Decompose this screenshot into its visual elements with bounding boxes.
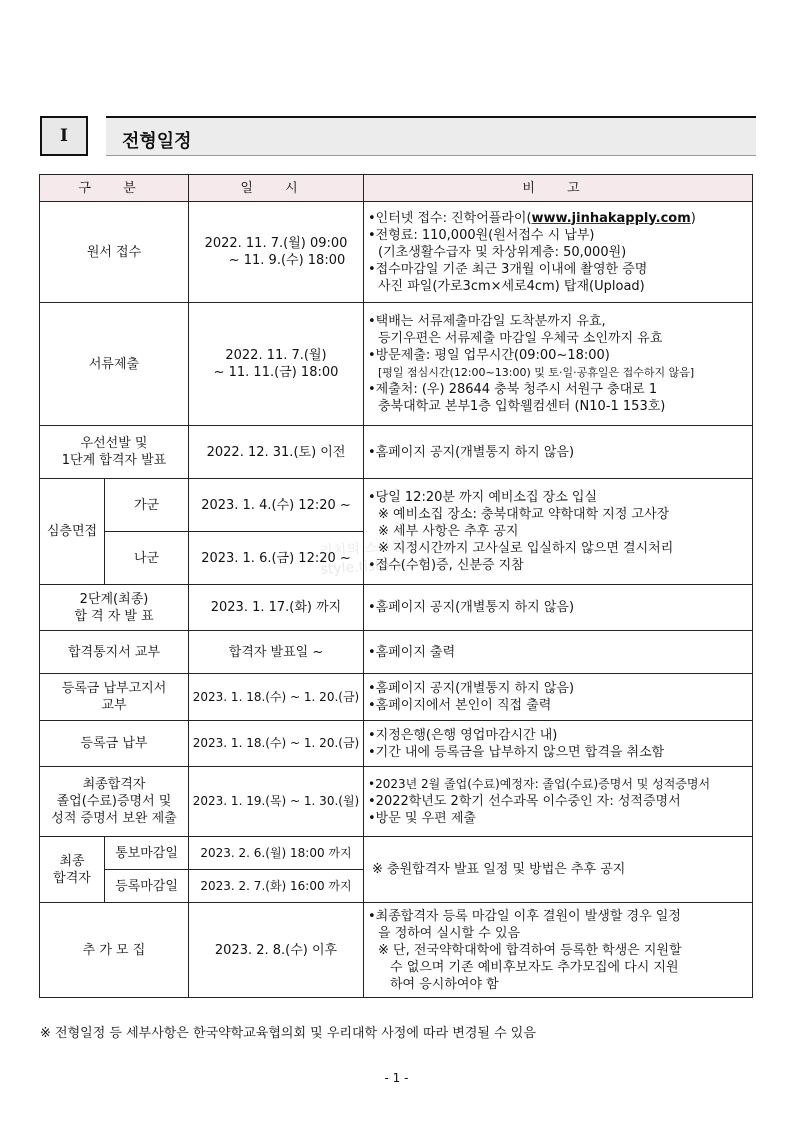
row-final-documents bbox=[40, 767, 753, 837]
row-note bbox=[364, 202, 753, 303]
note-line: ※ 단, 전국약학대학에 합격하여 등록한 학생은 지원할 bbox=[378, 942, 682, 958]
row-label bbox=[40, 767, 189, 837]
note-line: •지정은행(은행 영업마감시간 내) bbox=[368, 727, 558, 743]
row-interview-a bbox=[40, 479, 753, 532]
note-line: •당일 12:20분 까지 예비소집 장소 입실 bbox=[368, 490, 598, 505]
footnote: ※ 전형일정 등 세부사항은 한국약학교육협의회 및 우리대학 사정에 따라 변경될 수 있음 bbox=[40, 1026, 536, 1041]
group-label: 가군 bbox=[105, 479, 189, 532]
watermark-line: 리치의 스타일 bbox=[318, 538, 406, 560]
label-line: 최종 bbox=[59, 853, 85, 869]
note-line: •제출처: (우) 28644 충북 청주시 서원구 충대로 1 bbox=[368, 382, 658, 397]
row-note: •홈페이지 출력 bbox=[364, 631, 753, 674]
page-number: - 1 - bbox=[384, 1071, 409, 1085]
note-line: •최종합격자 등록 마감일 이후 결원이 발생할 경우 일정 bbox=[368, 908, 681, 924]
date-line: 2022. 11. 7.(월) 09:00 bbox=[204, 236, 348, 251]
row-label: 합격통지서 교부 bbox=[40, 631, 189, 674]
row-label: 서류제출 bbox=[40, 303, 189, 426]
row-note bbox=[364, 674, 753, 721]
row-label bbox=[40, 837, 105, 903]
note-line bbox=[368, 210, 748, 227]
group-label: 나군 bbox=[105, 532, 189, 585]
row-label: 심층면접 bbox=[40, 479, 105, 585]
note-line: 등기우편은 서류제출 마감일 우체국 소인까지 유효 bbox=[378, 331, 663, 346]
header-note: 비 고 bbox=[364, 175, 753, 202]
row-additional-recruitment bbox=[40, 903, 753, 998]
row-date: 2023. 2. 8.(수) 이후 bbox=[189, 903, 364, 998]
row-label bbox=[40, 426, 189, 479]
section-header bbox=[40, 116, 756, 158]
note-line: •방문 및 우편 제출 bbox=[368, 811, 476, 826]
section-title-bar bbox=[106, 116, 756, 156]
note-line: •접수(수험)증, 신분증 지참 bbox=[368, 558, 524, 573]
note-line: ※ 예비소집 장소: 충북대학교 약학대학 지정 고사장 bbox=[378, 507, 670, 522]
row-date: 2023. 1. 18.(수) ~ 1. 20.(금) bbox=[189, 674, 364, 721]
note-line: ※ 세부 사항은 추후 공지 bbox=[378, 524, 519, 539]
label-line: 성적 증명서 보완 제출 bbox=[51, 811, 177, 826]
row-final-notify bbox=[40, 837, 753, 870]
row-label: 원서 접수 bbox=[40, 202, 189, 303]
label-line: 우선선발 및 bbox=[80, 436, 148, 451]
header-category: 구 분 bbox=[40, 175, 189, 202]
row-date: 2023. 2. 6.(월) 18:00 까지 bbox=[189, 837, 364, 870]
row-note bbox=[364, 903, 753, 998]
note-line: •방문제출: 평일 업무시간(09:00~18:00) bbox=[368, 348, 610, 363]
note-line: ※ 지정시간까지 고사실로 입실하지 않으면 결시처리 bbox=[378, 541, 674, 556]
row-date: 2023. 1. 18.(수) ~ 1. 20.(금) bbox=[189, 721, 364, 767]
header-date: 일 시 bbox=[189, 175, 364, 202]
section-number: I bbox=[40, 116, 88, 156]
date-line: ~ 11. 11.(금) 18:00 bbox=[213, 365, 339, 380]
row-date: 합격자 발표일 ~ bbox=[189, 631, 364, 674]
table-header-row bbox=[40, 175, 753, 202]
label-line: 1단계 합격자 발표 bbox=[61, 453, 167, 468]
row-note bbox=[364, 479, 753, 585]
note-line: 충북대학교 본부1층 입학웰컴센터 (N10-1 153호) bbox=[378, 399, 666, 414]
row-date: 2023. 1. 19.(목) ~ 1. 30.(월) bbox=[189, 767, 364, 837]
row-note bbox=[364, 303, 753, 426]
label-line: 졸업(수료)증명서 및 bbox=[56, 794, 172, 809]
row-date: 2023. 1. 17.(화) 까지 bbox=[189, 585, 364, 631]
note-text: •인터넷 접수: 진학어플라이( bbox=[368, 210, 532, 226]
row-date: 2023. 2. 7.(화) 16:00 까지 bbox=[189, 870, 364, 903]
row-date: 2023. 1. 6.(금) 12:20 ~ bbox=[189, 532, 364, 585]
label-line: 등록금 납부고지서 bbox=[61, 681, 167, 696]
label-line: 2단계(최종) bbox=[79, 591, 149, 607]
date-line: ~ 11. 9.(수) 18:00 bbox=[228, 253, 346, 268]
label-line: 합격자 bbox=[53, 870, 91, 886]
label-line: 최종합격자 bbox=[82, 777, 146, 792]
sub-label: 통보마감일 bbox=[105, 837, 189, 870]
note-line: •2023년 2월 졸업(수료)예정자: 졸업(수료)증명서 및 성적증명서 bbox=[368, 777, 711, 791]
row-note bbox=[364, 767, 753, 837]
note-line: •기간 내에 등록금을 납부하지 않으면 합격을 취소함 bbox=[368, 744, 665, 760]
row-acceptance-letter bbox=[40, 631, 753, 674]
sub-label: 등록마감일 bbox=[105, 870, 189, 903]
row-application bbox=[40, 202, 753, 303]
row-first-stage bbox=[40, 426, 753, 479]
note-text: ) bbox=[690, 210, 696, 226]
row-note: •홈페이지 공지(개별통지 하지 않음) bbox=[364, 585, 753, 631]
row-note: •홈페이지 공지(개별통지 하지 않음) bbox=[364, 426, 753, 479]
row-tuition-payment bbox=[40, 721, 753, 767]
note-line: •택배는 서류제출마감일 도착분까지 유효, bbox=[368, 314, 606, 329]
note-line: •홈페이지 공지(개별통지 하지 않음) bbox=[368, 681, 575, 696]
note-line: 사진 파일(가로3cm×세로4cm) 탑재(Upload) bbox=[378, 278, 645, 294]
row-note: ※ 충원합격자 발표 일정 및 방법은 추후 공지 bbox=[364, 837, 753, 903]
date-line: 2022. 11. 7.(월) bbox=[225, 348, 327, 363]
note-line: •전형료: 110,000원(원서접수 시 납부) bbox=[368, 227, 595, 243]
row-documents bbox=[40, 303, 753, 426]
row-date: 2023. 1. 4.(수) 12:20 ~ bbox=[189, 479, 364, 532]
row-second-stage bbox=[40, 585, 753, 631]
label-line: 합 격 자 발 표 bbox=[74, 608, 154, 624]
label-line: 교부 bbox=[101, 698, 127, 713]
note-line: 하여 응시하여야 함 bbox=[390, 976, 499, 992]
row-label: 추 가 모 집 bbox=[40, 903, 189, 998]
note-line: •홈페이지에서 본인이 직접 출력 bbox=[368, 698, 552, 713]
note-line: 을 정하여 실시할 수 있음 bbox=[378, 925, 521, 941]
row-label bbox=[40, 674, 189, 721]
row-label: 등록금 납부 bbox=[40, 721, 189, 767]
row-note bbox=[364, 721, 753, 767]
note-line: [평일 점심시간(12:00~13:00) 및 토·일·공휴일은 접수하지 않음] bbox=[378, 366, 695, 379]
row-label bbox=[40, 585, 189, 631]
watermark-line: style.tistory bbox=[320, 556, 404, 578]
note-line: •2022학년도 2학기 선수과목 이수중인 자: 성적증명서 bbox=[368, 794, 681, 809]
row-date bbox=[189, 202, 364, 303]
section-title: 전형일정 bbox=[122, 131, 192, 152]
row-tuition-bill bbox=[40, 674, 753, 721]
apply-url-link[interactable]: www.jinhakapply.com bbox=[531, 210, 691, 226]
note-line: 수 없으며 기존 예비후보자도 추가모집에 다시 지원 bbox=[390, 959, 679, 975]
note-line: (기초생활수급자 및 차상위계층: 50,000원) bbox=[378, 244, 627, 260]
row-date: 2022. 12. 31.(토) 이전 bbox=[189, 426, 364, 479]
note-line: •접수마감일 기준 최근 3개월 이내에 촬영한 증명 bbox=[368, 261, 648, 277]
schedule-table bbox=[39, 174, 753, 998]
row-date bbox=[189, 303, 364, 426]
